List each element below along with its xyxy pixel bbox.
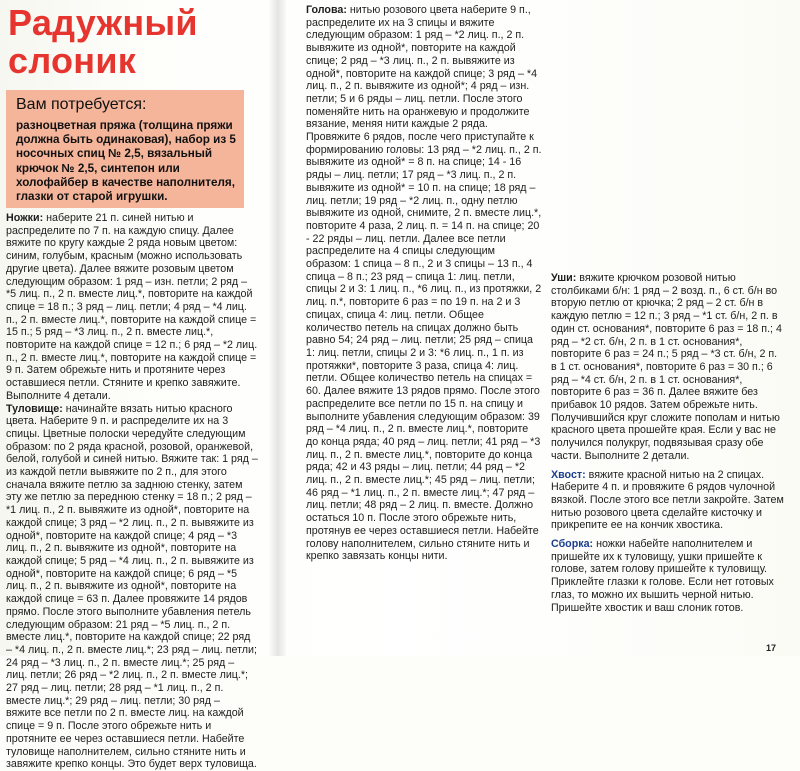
tail-text: вяжите красной нитью на 2 спицах. Наберите 4 п. и провяжите 6 рядов чулочной вязкой. После этого все петли закройте. Затем нитью розового цвета сделайте кисточку и прикрепите ее на кончик хвостика. (551, 468, 784, 532)
materials-text: разноцветная пряжа (толщина пряжи должна быть одинаковая), набор из 5 носочных спиц № 2,5, вязальный крючок № 2,5, синтепон или холофайбер в качестве наполнителя, глазки от старой игрушки. (16, 119, 236, 204)
assembly-text: ножки набейте наполнителем и пришейте их к туловищу, ушки пришейте к голове, затем голову пришейте к туловищу. Приклейте глазки к голове. Если нет готовых глаз, то можно их вышить черной нитью. Пришейте хвостик и ваш слоник готов. (551, 538, 774, 614)
section-ears (551, 272, 785, 463)
body-label: Туловище: (6, 402, 63, 415)
legs-text: наберите 21 п. синей нитью и распределите по 7 п. на каждую спицу. Далее вяжите по кругу каждые 2 ряда новым цветом: синим, голубым, красным (можно использовать другие цвета). Далее вяжите розовым цветом следующим образом: 1 ряд – изн. петли; 2 ряд – *5 лиц. п., 2 п. вместе лиц.*, повторите на каждой спице = 18 п.; 3 ряд – лиц. петли; 4 ряд – *4 лиц. п., 2 п. вместе лиц.*, повторите на каждой спице = 15 п.; 5 ряд – *3 лиц. п., 2 п. вместе лиц.*, повторите на каждой спице = 12 п.; 6 ряд – *2 лиц. п., 2 п. вместе лиц.*, повторите на каждой спице = 9 п. Затем обрежьте нить и протяните через оставшиеся петли. Стяните и крепко завяжите. Выполните 4 детали. (6, 212, 258, 402)
section-tail (551, 469, 785, 533)
column-left (6, 212, 258, 771)
section-body (6, 403, 258, 771)
section-legs (6, 212, 258, 403)
article-title (8, 4, 198, 80)
ears-text: вяжите крючком розовой нитью столбиками б/н: 1 ряд – 2 возд. п., 6 ст. б/н во вторую петлю от крючка; 2 ряд – 2 ст. б/н в каждую петлю = 12 п.; 3 ряд – *1 ст. б/н, 2 п. в один ст. основания*, повторите 6 раз = 18 п.; 4 ряд – *2 ст. б/н, 2 п. в 1 ст. основания*, повторите 6 раз = 24 п.; 5 ряд – *3 ст. б/н, 2 п. в 1 ст. основания*, повторите 6 раз = 30 п.; 6 ряд – *4 ст. б/н, 2 п. в 1 ст. основания*, повторите 6 раз = 36 п. Далее вяжите без прибавок 10 рядов. Затем обрежьте нить. Получившийся круг сложите пополам и нитью красного цвета прошейте края. Если у вас не получился полукруг, подвязывая сразу обе части. Выполните 2 детали. (551, 272, 782, 462)
page-number: 17 (766, 643, 777, 653)
head-text: нитью розового цвета наберите 9 п., распределите их на 3 спицы и вяжите следующим образом: 1 ряд – *2 лиц. п., 2 п. вывяжите из одной*, повторите на каждой спице; 2 ряд – *3 лиц. п., 2 п. вывяжите из одной*, повторите на каждой спице; 3 ряд – *4 лиц. п., 2 п. вывяжите из одной*; 4 ряд – изн. петли; 5 и 6 ряды – лиц. петли. После этого поменяйте нить на оранжевую и продолжите вязание, меняя нити каждые 2 ряда. Провяжите 6 рядов, после чего приступайте к формированию головы: 13 ряд – *2 лиц. п., 2 п. вывяжите из одной* = 8 п. на спице; 14 - 16 ряды – лиц. петли; 17 ряд – *3 лиц. п., 2 п. вывяжите из одной* = 10 п. на спице; 18 ряд – лиц. петли; 19 ряд – *2 лиц. п., одну петлю вывяжите из одной, снимите, 2 п. вместе лиц.*, повторите 4 раза, 2 лиц. п. = 14 п. на спице; 20 - 22 ряды – лиц. петли. Далее все петли распределите на 4 спицы следующим образом: 1 спица – 8 п., 2 и 3 спицы – 13 п., 4 спица – 8 п.; 23 ряд – спица 1: лиц. петли, спицы 2 и 3: 1 лиц. п., *6 лиц. п., из протяжки, 2 лиц. п.*, повторите 6 раз = по 19 п. на 2 и 3 спицах, спица 4: лиц. петли. Общее количество петель на спицах должно быть равно 54; 24 ряд – лиц. петли; 25 ряд – спица 1: лиц. петли, спицы 2 и 3: *6 лиц. п., 1 п. из протяжки*, повторите 3 раза, спица 4: лиц. петли. Общее количество петель на спицах = 60. Далее вяжите 13 рядов прямо. После этого распределите все петли по 15 п. на спицу и выполните убавления следующим образом: 39 ряд – *4 лиц. п., 2 п. вместе лиц.*, повторите до конца ряда; 40 ряд – лиц. петли; 41 ряд – *3 лиц. п., 2 п. вместе лиц.*, повторите до конца ряда; 42 и 43 ряды – лиц. петли; 44 ряд – *2 лиц. п., 2 п. вместе лиц.*; 45 ряд – лиц. петли; 46 ряд – *1 лиц. п., 2 п. вместе лиц.*; 47 ряд – лиц. петли; 48 ряд – 2 лиц. п. вместе. Должно остаться 10 п. После этого обрежьте нить, протянув ее через оставшиеся петли. Набейте голову наполнителем, сильно стяните нить и крепко завязать концы нити. (306, 4, 542, 563)
body-text: начинайте вязать нитью красного цвета. Наберите 9 п. и распределите их на 3 спицы. Цветные полоски чередуйте следующим образом: по 2 ряда красной, розовой, оранжевой, белой, голубой и синей нитью. Вяжите так: 1 ряд – из каждой петли вывяжите по 2 п., для этого сначала вяжите петлю за заднюю стенку, затем эту же петлю за переднюю стенку = 18 п.; 2 ряд – *1 лиц. п., 2 п. вывяжите из одной*, повторите на каждой спице; 3 ряд – *2 лиц. п., 2 п. вывяжите из одной*, повторите на каждой спице; 4 ряд – *3 лиц. п., 2 п. вывяжите из одной*, повторите на каждой спице; 5 ряд – *4 лиц. п., 2 п. вывяжите из одной*, повторите на каждой спице; 6 ряд – *5 лиц. п., 2 п. вывяжите из одной*, повторите на каждой спице = 63 п. Далее провяжите 14 рядов прямо. После этого выполните убавления петель следующим образом: 21 ряд – *5 лиц. п., 2 п. вместе лиц.*, повторите на каждой спице; 22 ряд – *4 лиц. п., 2 п. вместе лиц.*; 23 ряд – лиц. петли; 24 ряд – *3 лиц. п., 2 п. вместе лиц.*; 25 ряд – лиц. петли; 26 ряд – *2 лиц. п., 2 п. вместе лиц.*; 27 ряд – лиц. петли; 28 ряд – *1 лиц. п., 2 п. вместе лиц.*; 29 ряд – лиц. петли; 30 ряд – вяжите все петли по 2 п. вместе лиц. на каждой спице = 9 п. После этого обрежьте нить и протяните ее через оставшиеся петли. Набейте туловище наполнителем, сильно стяните нить и завяжите крепко концы. Это будет верх туловища. (6, 402, 258, 771)
column-right (551, 4, 785, 614)
page-fold-shadow (268, 0, 286, 656)
tail-label: Хвост: (551, 468, 586, 481)
title-line-2: слоник (8, 40, 137, 81)
legs-label: Ножки: (6, 212, 44, 224)
head-label: Голова: (306, 4, 347, 16)
section-assembly (551, 538, 785, 614)
ears-label: Уши: (551, 272, 577, 284)
materials-heading: Вам потребуется: (16, 96, 147, 113)
materials-box (6, 90, 244, 208)
column-middle (306, 4, 542, 563)
section-head (306, 4, 542, 563)
column-right-continuation-space (551, 4, 785, 272)
title-line-1: Радужный (8, 2, 198, 43)
assembly-label: Сборка: (551, 538, 594, 551)
